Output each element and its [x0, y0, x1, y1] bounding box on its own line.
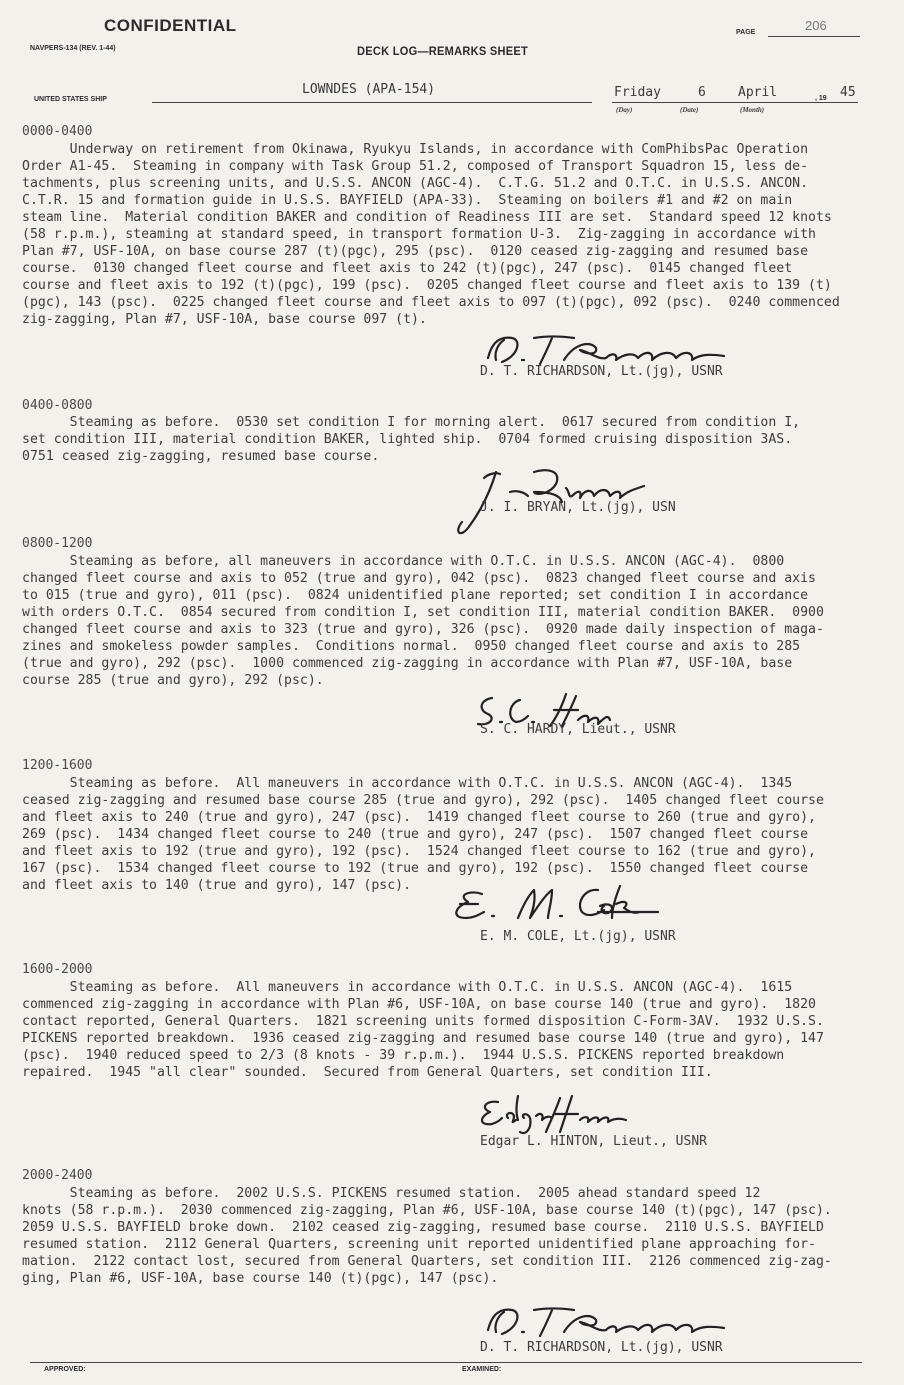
entry-line: Steaming as before. All maneuvers in accordance with O.T.C. in U.S.S. ANCON (AGC-4). 1615 — [22, 980, 793, 995]
entry-line: PICKENS reported breakdown. 1936 ceased zig-zagging and resumed base course 140 (true and gyro), 147 — [22, 1031, 824, 1046]
ship-label: UNITED STATES SHIP — [34, 96, 107, 103]
date-line — [612, 102, 858, 103]
watch-period: 0400-0800 — [22, 398, 93, 413]
entry-line: 2059 U.S.S. BAYFIELD broke down. 2102 ceased zig-zagging, resumed base course. 2110 U.S.S. BAYFIELD — [22, 1220, 824, 1235]
ship-name: LOWNDES (APA-154) — [302, 82, 436, 97]
day-caption: (Day) — [616, 106, 633, 114]
year-prefix: , 19 — [815, 95, 827, 102]
watch-period: 2000-2400 — [22, 1168, 93, 1183]
handwritten-signature — [476, 1092, 656, 1138]
entry-line: knots (58 r.p.m.). 2030 commenced zig-zagging, Plan #6, USF-10A, base course 140 (t)(pgc), 147 (psc). — [22, 1203, 832, 1218]
officer-signature: Edgar L. HINTON, Lieut., USNR — [480, 1134, 707, 1149]
officer-signature: J. I. BRYAN, Lt.(jg), USN — [480, 500, 676, 515]
entry-line: and fleet axis to 140 (true and gyro), 147 (psc). — [22, 878, 412, 893]
entry-line: Steaming as before. 2002 U.S.S. PICKENS resumed station. 2005 ahead standard speed 12 — [22, 1186, 761, 1201]
handwritten-signature — [448, 880, 678, 930]
entry-line: Plan #7, USF-10A, on base course 287 (t)(pgc), 295 (psc). 0120 ceased zig-zagging and resumed base — [22, 244, 809, 259]
entry-line: (psc). 1940 reduced speed to 2/3 (8 knots - 39 r.p.m.). 1944 U.S.S. PICKENS reported breakdown — [22, 1048, 785, 1063]
entry-line: and fleet axis to 240 (true and gyro), 247 (psc). 1419 changed fleet course to 260 (true and gyro), — [22, 810, 816, 825]
watch-period: 1200-1600 — [22, 758, 93, 773]
page-number: 206 — [805, 18, 827, 33]
watch-period: 0000-0400 — [22, 124, 93, 139]
log-day: Friday — [614, 85, 661, 100]
log-entry — [22, 414, 888, 465]
entry-line: ging, Plan #6, USF-10A, base course 140 (t)(pgc), 147 (psc). — [22, 1271, 499, 1286]
entry-line: 167 (psc). 1534 changed fleet course to 192 (true and gyro), 192 (psc). 1550 changed fleet course — [22, 861, 809, 876]
ship-name-line — [152, 102, 592, 103]
examined-label: EXAMINED: — [462, 1366, 502, 1373]
entry-line: to 015 (true and gyro), 011 (psc). 0824 unidentified plane reported; set condition I in accordance — [22, 588, 809, 603]
page-title: DECK LOG—REMARKS SHEET — [357, 44, 529, 58]
log-entry — [22, 553, 888, 689]
entry-line: zines and smokeless powder samples. Conditions normal. 0950 changed fleet course and axis to 285 — [22, 639, 801, 654]
entry-line: Underway on retirement from Okinawa, Ryukyu Islands, in accordance with ComPhibsPac Operation — [22, 142, 809, 157]
entry-line: course and fleet axis to 192 (t)(pgc), 199 (psc). 0205 changed fleet course and fleet axis to 139 (t) — [22, 278, 832, 293]
officer-signature: D. T. RICHARDSON, Lt.(jg), USNR — [480, 1340, 723, 1355]
page-number-line — [768, 36, 860, 37]
entry-line: course 285 (true and gyro), 292 (psc). — [22, 673, 324, 688]
entry-line: changed fleet course and axis to 052 (true and gyro), 042 (psc). 0823 changed fleet course and axis — [22, 571, 816, 586]
officer-signature: E. M. COLE, Lt.(jg), USNR — [480, 929, 676, 944]
entry-line: 0751 ceased zig-zagging, resumed base course. — [22, 449, 380, 464]
entry-line: mation. 2122 contact lost, secured from General Quarters, set condition III. 2126 commenced zig-zag- — [22, 1254, 832, 1269]
log-date: 6 — [698, 85, 706, 100]
entry-line: (58 r.p.m.), steaming at standard speed, in transport formation U-3. Zig-zagging in accordance with — [22, 227, 816, 242]
entry-line: zig-zagging, Plan #7, USF-10A, base course 097 (t). — [22, 312, 427, 327]
entry-line: changed fleet course and axis to 323 (true and gyro), 326 (psc). 0920 made daily inspection of maga- — [22, 622, 824, 637]
entry-line: Steaming as before. All maneuvers in accordance with O.T.C. in U.S.S. ANCON (AGC-4). 1345 — [22, 776, 793, 791]
officer-signature: D. T. RICHARDSON, Lt.(jg), USNR — [480, 364, 723, 379]
watch-period: 1600-2000 — [22, 962, 93, 977]
log-year: 45 — [840, 85, 856, 100]
entry-line: Steaming as before. 0530 set condition I for morning alert. 0617 secured from condition I, — [22, 415, 801, 430]
entry-line: C.T.R. 15 and formation guide in U.S.S. BAYFIELD (APA-33). Steaming on boilers #1 and #2 on main — [22, 193, 793, 208]
form-number: NAVPERS-134 (REV. 1-44) — [30, 45, 116, 52]
footer-rule — [30, 1362, 862, 1363]
log-entry — [22, 141, 888, 328]
log-month: April — [738, 85, 778, 100]
log-entry — [22, 1185, 888, 1287]
page-label: PAGE — [736, 29, 756, 36]
officer-signature: S. C. HARDY, Lieut., USNR — [480, 722, 676, 737]
entry-line: tachments, plus screening units, and U.S.S. ANCON (AGC-4). C.T.G. 51.2 and O.T.C. in U.S.S. ANCON. — [22, 176, 809, 191]
entry-line: with orders O.T.C. 0854 secured from condition I, set condition III, material condition BAKER. 0900 — [22, 605, 824, 620]
classification-stamp: CONFIDENTIAL — [104, 16, 237, 35]
entry-line: resumed station. 2112 General Quarters, screening unit reported unidentified plane approaching for- — [22, 1237, 816, 1252]
entry-line: (true and gyro), 292 (psc). 1000 commenced zig-zagging in accordance with Plan #7, USF-10A, base — [22, 656, 793, 671]
log-entry — [22, 979, 888, 1081]
entry-line: (pgc), 143 (psc). 0225 changed fleet course and fleet axis to 097 (t)(pgc), 092 (psc). 0240 commenced — [22, 295, 840, 310]
month-caption: (Month) — [740, 106, 765, 114]
entry-line: course. 0130 changed fleet course and fleet axis to 242 (t)(pgc), 247 (psc). 0145 changed fleet — [22, 261, 793, 276]
entry-line: Steaming as before, all maneuvers in accordance with O.T.C. in U.S.S. ANCON (AGC-4). 0800 — [22, 554, 785, 569]
watch-period: 0800-1200 — [22, 536, 93, 551]
entry-line: and fleet axis to 192 (true and gyro), 192 (psc). 1524 changed fleet course to 162 (true and gyro), — [22, 844, 816, 859]
entry-line: steam line. Material condition BAKER and condition of Readiness III are set. Standard speed 12 knots — [22, 210, 832, 225]
entry-line: commenced zig-zagging in accordance with Plan #6, USF-10A, on base course 140 (true and gyro). 1820 — [22, 997, 816, 1012]
approved-label: APPROVED: — [44, 1366, 86, 1373]
entry-line: Order A1-45. Steaming in company with Task Group 51.2, composed of Transport Squadron 15, less de- — [22, 159, 809, 174]
entry-line: contact reported, General Quarters. 1821 screening units formed disposition C-Form-3AV. 1932 U.S.S. — [22, 1014, 824, 1029]
entry-line: 269 (psc). 1434 changed fleet course to 240 (true and gyro), 247 (psc). 1507 changed fleet course — [22, 827, 809, 842]
entry-line: set condition III, material condition BAKER, lighted ship. 0704 formed cruising disposition 3AS. — [22, 432, 793, 447]
entry-line: repaired. 1945 "all clear" sounded. Secured from General Quarters, set condition III. — [22, 1065, 713, 1080]
entry-line: ceased zig-zagging and resumed base course 285 (true and gyro), 292 (psc). 1405 changed fleet course — [22, 793, 824, 808]
date-caption: (Date) — [680, 106, 699, 114]
log-entry — [22, 775, 888, 894]
handwritten-signature — [478, 1302, 738, 1342]
